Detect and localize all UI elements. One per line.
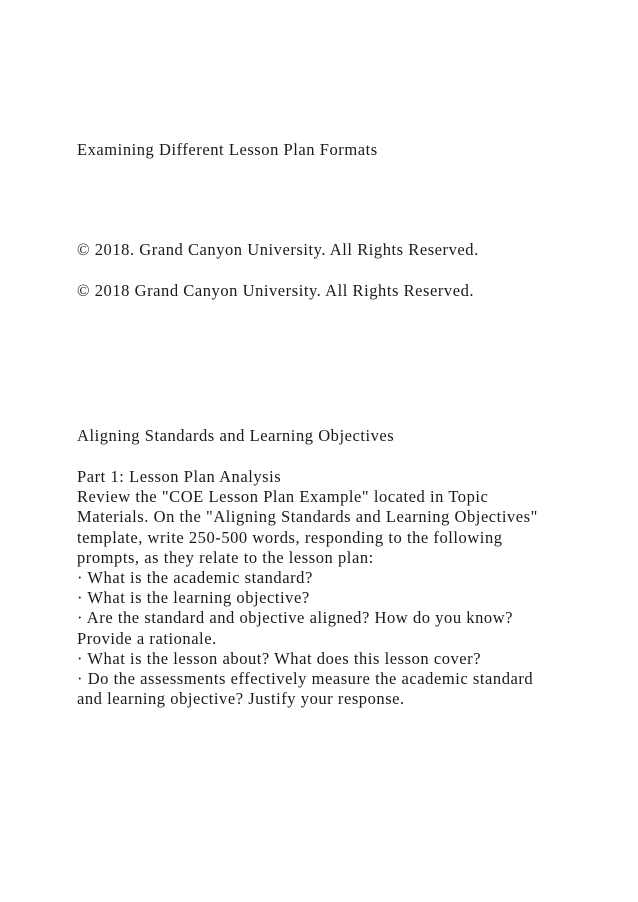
body-line: Materials. On the "Aligning Standards and Learning Objectives" bbox=[77, 507, 538, 527]
section-title: Aligning Standards and Learning Objectives bbox=[77, 426, 395, 445]
prompt-item: · Are the standard and objective aligned? How do you know? bbox=[77, 608, 514, 628]
prompt-item: · What is the academic standard? bbox=[77, 568, 313, 588]
assignment-body bbox=[77, 467, 577, 709]
prompt-item: · What is the lesson about? What does this lesson cover? bbox=[77, 648, 482, 668]
copyright-notice-2: © 2018 Grand Canyon University. All Rights Reserved. bbox=[77, 281, 475, 300]
part-heading: Part 1: Lesson Plan Analysis bbox=[77, 467, 282, 486]
body-line: template, write 250-500 words, responding to the following bbox=[77, 527, 503, 547]
body-line: prompts, as they relate to the lesson plan: bbox=[77, 547, 374, 567]
prompt-item: · What is the learning objective? bbox=[77, 588, 310, 608]
prompt-item: · Do the assessments effectively measure the academic standard bbox=[77, 669, 534, 689]
body-line: Review the "COE Lesson Plan Example" located in Topic bbox=[77, 487, 489, 507]
prompt-item-continuation: and learning objective? Justify your response. bbox=[77, 689, 405, 709]
document-title: Examining Different Lesson Plan Formats bbox=[77, 140, 378, 159]
copyright-notice-1: © 2018. Grand Canyon University. All Rights Reserved. bbox=[77, 240, 479, 259]
prompt-item-continuation: Provide a rationale. bbox=[77, 628, 217, 648]
